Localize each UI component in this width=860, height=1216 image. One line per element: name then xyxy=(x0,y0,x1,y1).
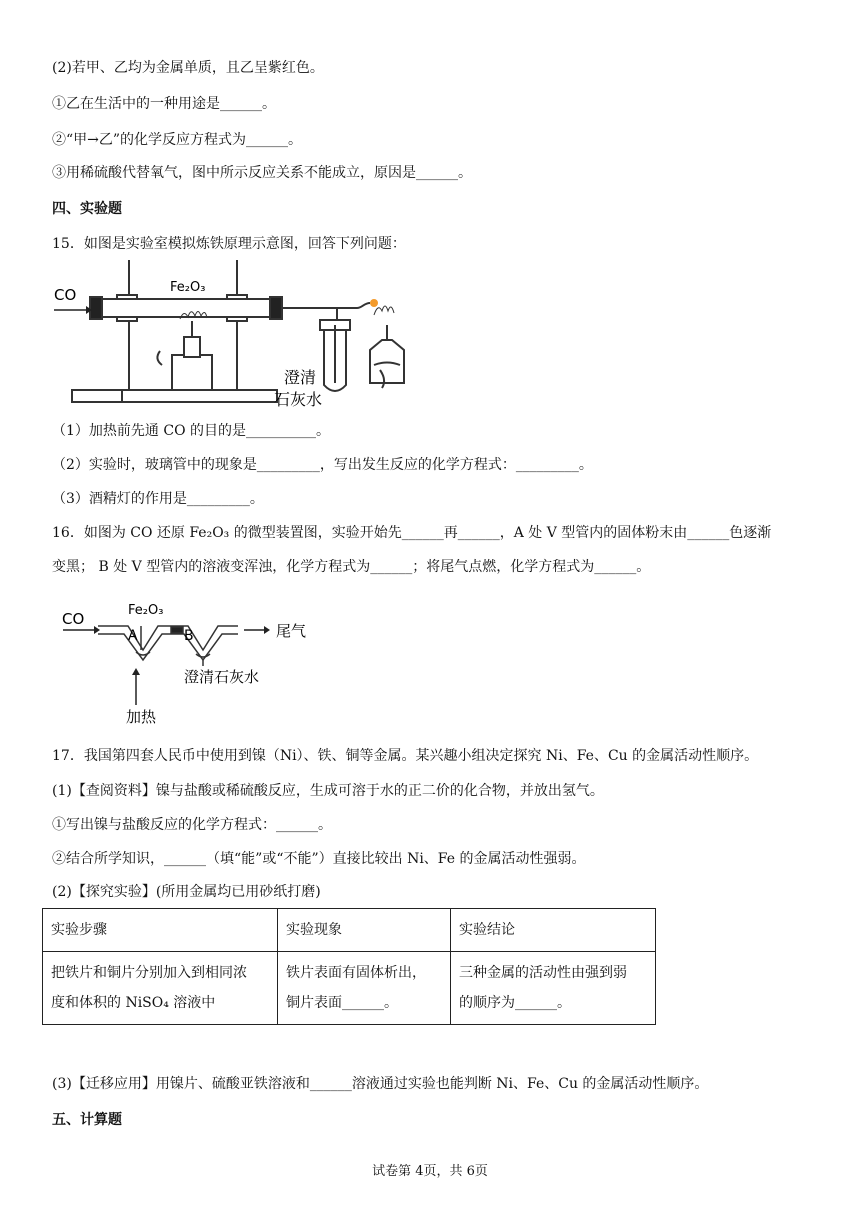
header-phenomenon: 实验现象 xyxy=(278,909,451,952)
label-heat: 加热 xyxy=(126,708,157,726)
figure-micro-apparatus xyxy=(58,600,318,728)
question-17-part-1a: ①写出镍与盐酸反应的化学方程式：______。 xyxy=(52,817,332,833)
label-point-a: A xyxy=(128,628,138,644)
question-16-line-2: 变黑； B 处 V 型管内的溶液变浑浊，化学方程式为______；将尾气点燃，化学方程式为______。 xyxy=(52,559,651,575)
section-heading-calculation: 五、计算题 xyxy=(52,1112,122,1128)
label-fe2o3-micro: Fe₂O₃ xyxy=(128,603,164,618)
header-conclusion: 实验结论 xyxy=(451,909,656,952)
q2-sub-1: ①乙在生活中的一种用途是______。 xyxy=(52,96,276,112)
table-header-row xyxy=(43,909,656,952)
q2-sub-2: ②“甲→乙”的化学反应方程式为______。 xyxy=(52,132,303,148)
cell-step-line-2: 度和体积的 NiSO₄ 溶液中 xyxy=(51,995,216,1011)
label-fe2o3: Fe₂O₃ xyxy=(170,280,206,295)
label-limewater-line2: 石灰水 xyxy=(274,390,323,409)
question-17-part-1: (1)【查阅资料】镍与盐酸或稀硫酸反应，生成可溶于水的正二价的化合物，并放出氢气。 xyxy=(52,783,604,799)
cell-step xyxy=(43,952,278,1025)
question-15-part-3: （3）酒精灯的作用是_________。 xyxy=(52,491,264,507)
label-co: CO xyxy=(62,610,85,628)
cell-phenomenon-line-2: 铜片表面______。 xyxy=(286,995,398,1011)
cell-step-line-1: 把铁片和铜片分别加入到相同浓 xyxy=(51,965,247,981)
question-17-part-3: (3)【迁移应用】用镍片、硫酸亚铁溶液和______溶液通过实验也能判断 Ni、Fe、Cu 的金属活动性顺序。 xyxy=(52,1076,709,1092)
q2-heading: (2)若甲、乙均为金属单质，且乙呈紫红色。 xyxy=(52,60,324,76)
table-row xyxy=(43,952,656,1025)
cell-conclusion xyxy=(451,952,656,1025)
experiment-table xyxy=(42,908,656,1025)
label-tail-gas: 尾气 xyxy=(276,622,307,640)
question-17-part-2: (2)【探究实验】(所用金属均已用砂纸打磨) xyxy=(52,884,321,900)
question-15-part-1: （1）加热前先通 CO 的目的是__________。 xyxy=(52,423,330,439)
question-15-part-2: （2）实验时，玻璃管中的现象是_________，写出发生反应的化学方程式：_________。 xyxy=(52,457,593,473)
cell-conclusion-line-2: 的顺序为______。 xyxy=(459,995,571,1011)
label-limewater-micro: 澄清石灰水 xyxy=(184,668,260,686)
label-co-inlet: CO xyxy=(54,286,77,304)
cell-phenomenon xyxy=(278,952,451,1025)
label-point-b: B xyxy=(184,628,194,644)
question-17-part-1b: ②结合所学知识，______（填“能”或“不能”）直接比较出 Ni、Fe 的金属活动性强弱。 xyxy=(52,851,586,867)
figure-iron-smelting-apparatus xyxy=(52,255,442,415)
label-limewater-line1: 澄清 xyxy=(284,368,317,387)
cell-conclusion-line-1: 三种金属的活动性由强到弱 xyxy=(459,965,627,981)
page-footer: 试卷第 4页，共 6页 xyxy=(372,1164,488,1179)
question-16-line-1: 16．如图为 CO 还原 Fe₂O₃ 的微型装置图，实验开始先______再______，A 处 V 型管内的固体粉末由______色逐渐 xyxy=(52,525,772,541)
header-step: 实验步骤 xyxy=(43,909,278,952)
question-15: 15．如图是实验室模拟炼铁原理示意图，回答下列问题： xyxy=(52,236,406,252)
question-17: 17．我国第四套人民币中使用到镍（Ni）、铁、铜等金属。某兴趣小组决定探究 Ni、Fe、Cu 的金属活动性顺序。 xyxy=(52,748,759,764)
section-heading-experiments: 四、实验题 xyxy=(52,201,122,217)
q2-sub-3: ③用稀硫酸代替氧气，图中所示反应关系不能成立，原因是______。 xyxy=(52,165,472,181)
cell-phenomenon-line-1: 铁片表面有固体析出， xyxy=(286,965,426,981)
